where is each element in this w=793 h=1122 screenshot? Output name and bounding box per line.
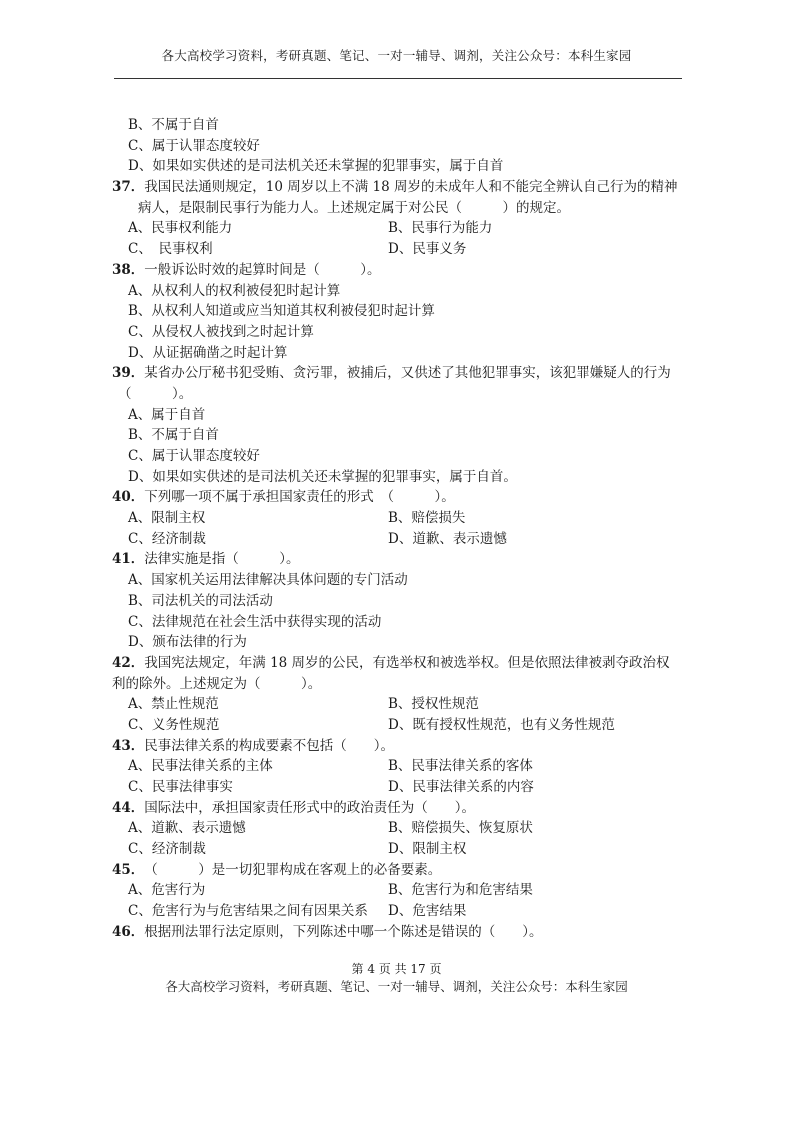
option-left: A、危害行为 <box>128 882 206 899</box>
question-number: 39． <box>112 365 145 382</box>
option-right: B、民事行为能力 <box>388 220 493 237</box>
option-line: C、属于认罪态度较好 <box>128 448 260 464</box>
option-left: C、 民事权利 <box>128 241 213 258</box>
question-text: 某省办公厅秘书犯受贿、贪污罪，被捕后，又供述了其他犯罪事实，该犯罪嫌疑人的行为 <box>144 365 671 382</box>
option-line: A、国家机关运用法律解决具体问题的专门活动 <box>128 572 408 589</box>
question-text: 民事法律关系的构成要素不包括（ ）。 <box>144 737 395 754</box>
question-list <box>112 115 684 943</box>
option-left: A、禁止性规范 <box>128 696 219 713</box>
option-right: D、限制主权 <box>388 841 467 858</box>
option-line: D、颁布法律的行为 <box>128 634 247 651</box>
option-right: B、赔偿损失、恢复原状 <box>388 820 533 837</box>
question-stem <box>112 922 684 943</box>
question-text: 我国宪法规定，年满 18 周岁的公民，有选举权和被选举权。但是依照法律被剥夺政治权 <box>144 654 670 671</box>
question-text: 国际法中，承担国家责任形式中的政治责任为（ ）。 <box>144 799 476 816</box>
option-right: D、既有授权性规范，也有义务性规范 <box>388 716 615 733</box>
option-right: B、授权性规范 <box>388 696 479 713</box>
option-row <box>112 880 684 901</box>
question-text: 根据刑法罪行法定原则，下列陈述中哪一个陈述是错误的（ ）。 <box>144 923 543 940</box>
question-stem <box>112 487 684 508</box>
option-right: D、民事义务 <box>388 241 467 258</box>
option-left: C、民事法律事实 <box>128 779 233 795</box>
option-row <box>112 508 684 529</box>
question-stem <box>112 798 684 819</box>
question-stem <box>112 260 684 281</box>
question-number: 38． <box>112 261 145 278</box>
option-right: D、道歉、表示遗憾 <box>388 530 507 547</box>
question-number: 40． <box>112 489 145 506</box>
question-text: 我国民法通则规定，10 周岁以上不满 18 周岁的未成年人和不能完全辨认自己行为的精神 <box>144 179 678 196</box>
option-right: D、民事法律关系的内容 <box>388 779 534 795</box>
question-stem <box>112 363 684 384</box>
option-left: A、限制主权 <box>128 510 206 527</box>
option-line: A、属于自首 <box>128 406 206 423</box>
option-left: A、民事法律关系的主体 <box>128 758 273 775</box>
question-stem <box>112 736 684 757</box>
option-row <box>112 218 684 239</box>
option-row <box>112 901 684 922</box>
question-text: （ ）是一切犯罪构成在客观上的必备要素。 <box>137 861 442 878</box>
question-text: 法律实施是指（ ）。 <box>144 551 300 568</box>
option-row <box>112 239 684 260</box>
page-header: 各大高校学习资料，考研真题、笔记、一对一辅导、调剂，关注公众号：本科生家园 <box>161 48 632 63</box>
option-left: C、危害行为与危害结果之间有因果关系 <box>128 903 368 920</box>
option-left: C、经济制裁 <box>128 841 206 858</box>
question-number: 46． <box>112 923 145 940</box>
question-stem <box>112 653 684 674</box>
question-number: 37． <box>112 179 145 196</box>
option-left: A、道歉、表示遗憾 <box>128 820 246 837</box>
question-stem <box>112 860 684 881</box>
page-footer: 各大高校学习资料，考研真题、笔记、一对一辅导、调剂，关注公众号：本科生家园 <box>165 979 628 994</box>
option-right: B、民事法律关系的客体 <box>388 758 533 775</box>
option-row <box>112 715 684 736</box>
option-line: D、如果如实供述的是司法机关还未掌握的犯罪事实，属于自首。 <box>128 468 517 485</box>
option-row <box>112 756 684 777</box>
option-right: B、危害行为和危害结果 <box>388 882 533 899</box>
option-line: C、属于认罪态度较好 <box>128 137 260 154</box>
option-line: D、如果如实供述的是司法机关还未掌握的犯罪事实，属于自首 <box>128 158 504 175</box>
option-right: D、危害结果 <box>388 903 467 920</box>
question-number: 44． <box>112 799 145 816</box>
page-number: 第 4 页 共 17 页 <box>351 962 442 976</box>
option-right: B、赔偿损失 <box>388 510 466 527</box>
option-row <box>112 839 684 860</box>
option-row <box>112 818 684 839</box>
option-line: B、不属于自首 <box>128 427 219 444</box>
question-continuation: 利的除外。上述规定为（ ）。 <box>112 675 322 692</box>
option-line: B、司法机关的司法活动 <box>128 592 273 609</box>
option-line: D、从证据确凿之时起计算 <box>128 344 288 361</box>
question-number: 43． <box>112 737 145 754</box>
option-line: B、不属于自首 <box>128 117 219 133</box>
option-line: C、法律规范在社会生活中获得实现的活动 <box>128 613 382 630</box>
option-left: C、义务性规范 <box>128 716 220 733</box>
option-line: A、从权利人的权利被侵犯时起计算 <box>128 282 341 299</box>
question-text: 一般诉讼时效的起算时间是（ ）。 <box>144 261 381 278</box>
option-row <box>112 529 684 550</box>
header-divider <box>114 78 682 79</box>
option-line: B、从权利人知道或应当知道其权利被侵犯时起计算 <box>128 303 435 320</box>
question-stem <box>112 549 684 570</box>
question-number: 41． <box>112 551 145 568</box>
option-line: C、从侵权人被找到之时起计算 <box>128 323 314 340</box>
option-row <box>112 777 684 798</box>
question-number: 45． <box>112 861 138 878</box>
option-row <box>112 694 684 715</box>
question-text: 下列哪一项不属于承担国家责任的形式 （ ）。 <box>144 489 455 506</box>
option-left: A、民事权利能力 <box>128 220 233 237</box>
question-continuation: 病人，是限制民事行为能力人。上述规定属于对公民（ ）的规定。 <box>138 199 570 216</box>
question-number: 42． <box>112 654 145 671</box>
question-continuation: （ ）。 <box>118 385 193 402</box>
option-left: C、经济制裁 <box>128 530 206 547</box>
question-stem <box>112 177 684 198</box>
